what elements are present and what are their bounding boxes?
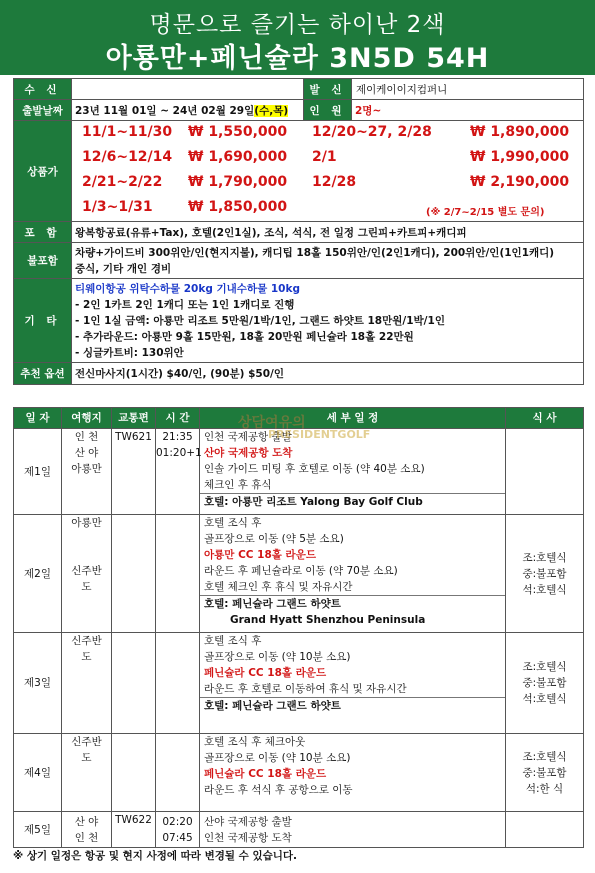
table-row	[14, 515, 584, 633]
time-text: 21:35	[162, 431, 193, 443]
detail-line: 아룡만 CC 18홀 라운드	[204, 549, 316, 561]
detail-line: 인천 국제공항 출발	[204, 431, 292, 443]
place-spacer	[62, 531, 111, 563]
date-range: 23년 11월 01일 ~ 24년 02월 29일	[75, 104, 255, 117]
meal-text: 조:호텔식	[522, 750, 567, 763]
place-text: 신주반	[71, 565, 102, 577]
watermark: 상담여유의	[238, 415, 306, 431]
title-line-2: 아룡만+페닌슐라 3N5D 54H	[105, 43, 490, 74]
etc-line: 티웨이항공 위탁수하물 20kg 기내수하물 10kg	[75, 282, 300, 295]
place-text: 도	[81, 752, 92, 764]
header-transport: 교통편	[112, 408, 156, 429]
option-label: 추천 옵션	[14, 363, 72, 385]
hotel-line-2: Grand Hyatt Shenzhou Peninsula	[230, 614, 426, 626]
detail-line: 산야 국제공항 도착	[204, 447, 293, 459]
footer-note: ※ 상기 일정은 항공 및 현지 사정에 따라 변경될 수 있습니다.	[13, 850, 298, 862]
time-cell	[156, 429, 200, 515]
meal-text: 석:호텔식	[522, 693, 567, 705]
place-cell	[62, 812, 112, 848]
detail-cell	[200, 734, 506, 812]
title-banner	[0, 0, 595, 75]
exclude-label: 불포함	[14, 243, 72, 279]
meal-text: 중:불포함	[522, 677, 567, 689]
time-text: 07:45	[162, 831, 193, 844]
detail-line: 골프장으로 이동 (약 5분 소요)	[204, 533, 344, 545]
detail-line: 산야 국제공항 출발	[204, 815, 292, 828]
price-amount: ₩ 1,990,000	[470, 149, 570, 165]
detail-line: 인솔 가이드 미팅 후 호텔로 이동 (약 40분 소요)	[204, 463, 425, 475]
detail-line: 인천 국제공항 도착	[204, 831, 292, 844]
price-note: (※ 2/7~2/15 별도 문의)	[426, 207, 545, 218]
meal-text: 중:불포함	[522, 766, 567, 779]
meal-text: 조:호텔식	[522, 661, 567, 673]
table-row	[14, 633, 584, 734]
price-period: 11/1~11/30	[82, 124, 173, 140]
day-cell: 제2일	[14, 515, 62, 633]
place-text: 아룡만	[71, 517, 102, 529]
price-period: 2/1	[312, 149, 337, 165]
people-label: 인 원	[304, 100, 352, 121]
place-text: 신주반	[71, 635, 102, 647]
meal-cell	[506, 734, 584, 812]
time-cell	[156, 812, 200, 848]
price-period: 12/28	[312, 174, 357, 190]
time-cell	[156, 515, 200, 633]
header-time: 시 간	[156, 408, 200, 429]
detail-line: 라운드 후 페닌슐라로 이동 (약 70분 소요)	[204, 565, 398, 577]
table-row	[14, 734, 584, 812]
meal-cell	[506, 429, 584, 515]
detail-line: 라운드 후 석식 후 공항으로 이동	[204, 784, 353, 796]
title-line-1: 명문으로 즐기는 하이난 2색	[149, 12, 446, 38]
option-value: 전신마사지(1시간) $40/인, (90분) $50/인	[72, 363, 584, 385]
to-value	[72, 79, 304, 100]
exclude-value	[72, 243, 584, 279]
from-label: 발 신	[304, 79, 352, 100]
etc-line: - 1인 1실 금액: 아룡만 리조트 5만원/1박/1인, 그랜드 하얏트 18만원/1박/1인	[75, 314, 445, 327]
place-text: 산 야	[74, 447, 99, 459]
place-text: 아룡만	[71, 463, 102, 475]
transport-cell	[112, 633, 156, 734]
watermark-logo: PRESIDENTGOLF	[268, 428, 371, 441]
include-value: 왕복항공료(유류+Tax), 호텔(2인1실), 조식, 석식, 전 일정 그린피+카트피+캐디피	[72, 222, 584, 243]
place-cell	[62, 633, 112, 734]
date-label: 출발날짜	[14, 100, 72, 121]
meal-text: 중:불포함	[522, 567, 567, 580]
detail-line: 체크인 후 휴식	[204, 479, 272, 491]
etc-line: - 2인 1카트 2인 1캐디 또는 1인 1캐디로 진행	[75, 298, 295, 311]
day-cell: 제4일	[14, 734, 62, 812]
place-cell	[62, 429, 112, 515]
exclude-line: 중식, 기타 개인 경비	[75, 262, 172, 275]
price-period: 12/20~27, 2/28	[312, 124, 432, 140]
transport-cell: TW622	[112, 812, 156, 848]
time-text: 02:20	[162, 815, 193, 828]
detail-line: 호텔 조식 후	[204, 517, 262, 529]
price-amount: ₩ 1,550,000	[188, 124, 288, 140]
price-period: 1/3~1/31	[82, 199, 153, 215]
detail-line: 페닌슐라 CC 18홀 라운드	[204, 667, 327, 679]
day-cell: 제1일	[14, 429, 62, 515]
time-cell	[156, 633, 200, 734]
price-grid	[72, 121, 584, 222]
price-amount: ₩ 1,790,000	[188, 174, 288, 190]
date-value	[72, 100, 304, 121]
detail-cell	[200, 429, 506, 515]
product-info-table	[13, 78, 584, 385]
header-detail: 세 부 일 정	[200, 408, 506, 429]
etc-label: 기 타	[14, 279, 72, 363]
transport-cell: TW621	[112, 429, 156, 515]
day-cell: 제5일	[14, 812, 62, 848]
day-cell: 제3일	[14, 633, 62, 734]
detail-cell	[200, 633, 506, 734]
table-row	[14, 812, 584, 848]
place-text: 인 천	[74, 431, 99, 443]
detail-line: 골프장으로 이동 (약 10분 소요)	[204, 651, 351, 663]
date-days: (수,목)	[254, 104, 289, 117]
hotel-line: 호텔: 아룡만 리조트 Yalong Bay Golf Club	[200, 493, 505, 510]
from-value: 제이케이이지컴퍼니	[352, 79, 584, 100]
meal-text: 석:호텔식	[522, 583, 567, 596]
time-text: 01:20+1	[156, 447, 202, 459]
price-period: 12/6~12/14	[82, 149, 173, 165]
header-day: 일 자	[14, 408, 62, 429]
transport-cell	[112, 734, 156, 812]
place-text: 산 야	[74, 815, 99, 828]
time-cell	[156, 734, 200, 812]
etc-line: - 싱글카트비: 130위안	[75, 346, 184, 359]
price-amount: ₩ 1,890,000	[470, 124, 570, 140]
detail-line: 호텔 체크인 후 휴식 및 자유시간	[204, 581, 353, 593]
etc-line: - 추가라운드: 아룡만 9홀 15만원, 18홀 20만원 페닌슐라 18홀 22만원	[75, 330, 414, 343]
meal-cell	[506, 633, 584, 734]
exclude-line: 차량+가이드비 300위안/인(현지지불), 캐디팁 18홀 150위안/인(2인1캐디), 200위안/인(1인1캐디)	[75, 246, 555, 259]
price-period: 2/21~2/22	[82, 174, 163, 190]
include-label: 포 함	[14, 222, 72, 243]
place-text: 도	[81, 581, 92, 593]
detail-line: 페닌슐라 CC 18홀 라운드	[204, 768, 327, 780]
itinerary-table	[13, 407, 584, 848]
transport-cell	[112, 515, 156, 633]
meal-text: 석:한 식	[525, 782, 564, 795]
detail-line: 호텔 조식 후	[204, 635, 262, 647]
meal-cell	[506, 812, 584, 848]
price-amount: ₩ 2,190,000	[470, 174, 570, 190]
to-label: 수 신	[14, 79, 72, 100]
table-row	[14, 429, 584, 515]
place-text: 도	[81, 651, 92, 663]
price-label: 상품가	[14, 121, 72, 222]
header-place: 여행지	[62, 408, 112, 429]
detail-line: 호텔 조식 후 체크아웃	[204, 736, 306, 748]
hotel-line: 호텔: 페닌슐라 그랜드 하얏트	[200, 697, 505, 714]
place-cell	[62, 734, 112, 812]
detail-line: 라운드 후 호텔로 이동하여 휴식 및 자유시간	[204, 683, 407, 695]
meal-cell	[506, 515, 584, 633]
detail-line: 골프장으로 이동 (약 10분 소요)	[204, 752, 351, 764]
header-meals: 식 사	[506, 408, 584, 429]
place-text: 인 천	[74, 831, 99, 844]
people-value: 2명~	[352, 100, 584, 121]
hotel-line: 호텔: 페닌슐라 그랜드 하얏트	[200, 595, 505, 612]
meal-text: 조:호텔식	[522, 551, 567, 564]
place-text: 신주반	[71, 736, 102, 748]
detail-cell	[200, 515, 506, 633]
detail-cell	[200, 812, 506, 848]
place-cell	[62, 515, 112, 633]
price-amount: ₩ 1,850,000	[188, 199, 288, 215]
etc-value	[72, 279, 584, 363]
price-amount: ₩ 1,690,000	[188, 149, 288, 165]
